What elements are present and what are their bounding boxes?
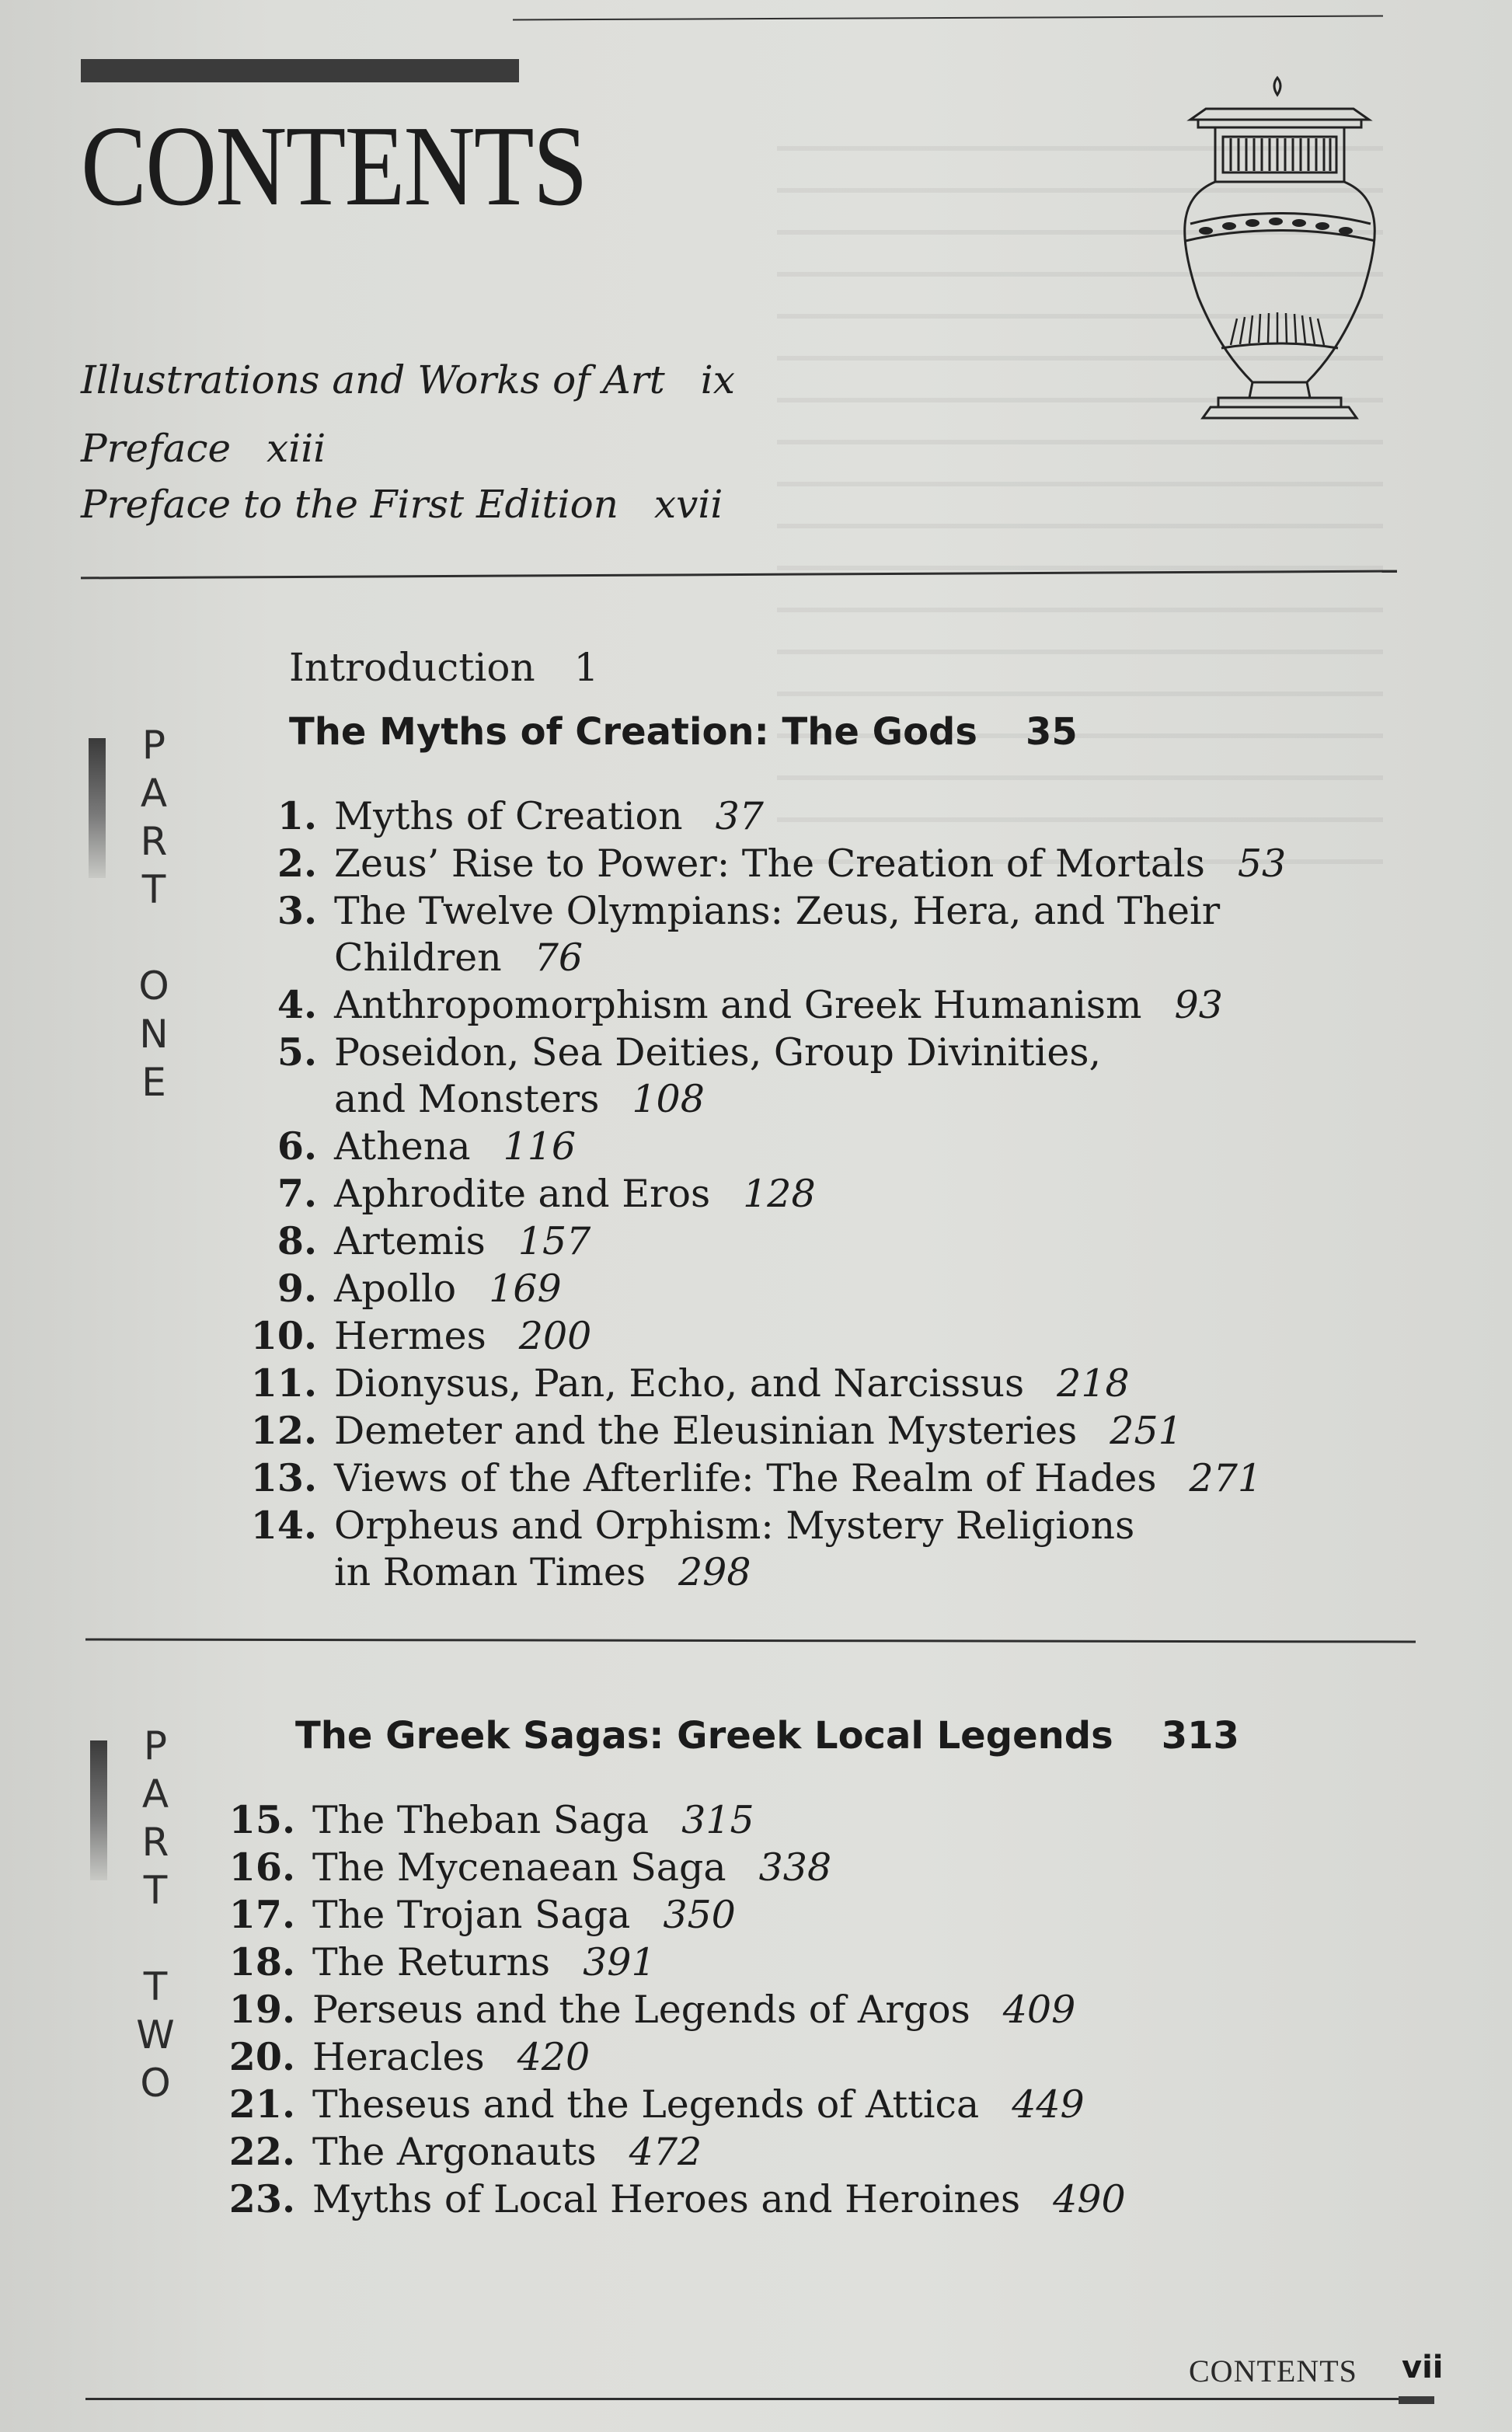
part-label-letter: R	[140, 819, 168, 864]
front-matter-item: Preface to the First Edition xvii	[81, 482, 723, 527]
greek-urn-icon	[1175, 71, 1385, 434]
chapter-page-number: 490	[1053, 2177, 1126, 2221]
part-two-title: The Greek Sagas: Greek Local Legends 313	[295, 1714, 1239, 1758]
front-matter-item: Preface xiii	[81, 426, 326, 471]
chapter-number: 13.	[250, 1455, 317, 1500]
chapter-title	[334, 1455, 1329, 1502]
chapter-number: 3.	[277, 888, 317, 933]
chapter-number: 16.	[228, 1845, 295, 1890]
chapter-title-line: Perseus and the Legends of Argos	[312, 1988, 970, 2032]
part-label-letter	[132, 1915, 179, 1963]
part-label-letter: P	[143, 1723, 168, 1768]
chapter-number: 1.	[277, 793, 317, 838]
chapter-number: 21.	[228, 2082, 295, 2127]
chapter-entry	[225, 1360, 1329, 1407]
chapter-title	[312, 1892, 1307, 1939]
chapter-title-line: Zeus’ Rise to Power: The Creation of Mortals	[334, 841, 1205, 886]
chapter-title-line: The Theban Saga	[312, 1798, 650, 1842]
chapter-title-line: Apollo	[334, 1267, 457, 1311]
chapter-entry	[204, 2128, 1307, 2176]
chapter-number: 2.	[277, 841, 317, 886]
chapter-entry	[225, 840, 1329, 887]
part-label-letter: A	[141, 1772, 169, 1817]
chapter-number: 7.	[277, 1171, 317, 1216]
chapter-number: 23.	[228, 2176, 295, 2221]
chapter-title	[334, 1218, 1329, 1265]
part-label-letter: O	[138, 963, 169, 1009]
chapter-title-line: and Monsters	[334, 1077, 600, 1121]
chapter-number: 4.	[277, 982, 317, 1027]
chapter-title-line: The Mycenaean Saga	[312, 1845, 726, 1890]
part-one-bar	[89, 738, 106, 878]
chapter-entry	[204, 2033, 1307, 2081]
front-matter-item: Illustrations and Works of Art ix	[81, 357, 735, 402]
part-label-letter: R	[141, 1820, 169, 1865]
chapter-page-number: 472	[629, 2130, 702, 2174]
chapter-page-number: 251	[1110, 1409, 1183, 1453]
chapter-page-number: 350	[663, 1893, 736, 1937]
chapter-entry	[225, 887, 1329, 981]
section-divider	[81, 570, 1397, 580]
chapter-title	[334, 1171, 1329, 1218]
chapter-title-line: Hermes	[334, 1314, 486, 1358]
chapter-page-number: 200	[518, 1314, 592, 1358]
chapter-title-line: Theseus and the Legends of Attica	[312, 2082, 980, 2127]
chapter-number: 6.	[277, 1124, 317, 1169]
chapter-entry	[225, 981, 1329, 1029]
part-label-letter: W	[136, 2012, 175, 2057]
introduction-entry: Introduction 1	[289, 645, 599, 690]
chapter-page-number: 169	[489, 1267, 562, 1311]
chapter-entry	[225, 1170, 1329, 1218]
chapter-title-line: The Trojan Saga	[312, 1893, 631, 1937]
chapter-page-number: 420	[517, 2035, 591, 2079]
chapter-title-line: Dionysus, Pan, Echo, and Narcissus	[334, 1361, 1025, 1406]
chapter-title-line: in Roman Times	[334, 1550, 646, 1594]
chapter-entry	[204, 2081, 1307, 2128]
part-label-letter: P	[141, 723, 166, 768]
chapter-number: 12.	[250, 1408, 317, 1453]
chapter-title	[334, 982, 1329, 1029]
chapter-number: 15.	[228, 1797, 295, 1842]
part-one-chapter-list	[225, 793, 1329, 1596]
chapter-title-line: Views of the Afterlife: The Realm of Hades	[334, 1456, 1157, 1500]
chapter-entry	[225, 1407, 1329, 1455]
chapter-title-line: Children	[334, 936, 502, 980]
chapter-title	[312, 1987, 1307, 2033]
chapter-number: 9.	[277, 1266, 317, 1311]
chapter-entry	[225, 1502, 1329, 1596]
chapter-page-number: 315	[681, 1798, 754, 1842]
chapter-entry	[204, 1796, 1307, 1844]
heading-bar	[81, 59, 519, 82]
chapter-title	[334, 1124, 1329, 1170]
part-label-letter: O	[140, 2061, 171, 2106]
chapter-title-line: The Argonauts	[312, 2130, 597, 2174]
chapter-title	[334, 1266, 1329, 1312]
chapter-page-number: 271	[1189, 1456, 1263, 1500]
chapter-entry	[225, 1029, 1329, 1123]
chapter-number: 8.	[277, 1218, 317, 1263]
section-divider	[85, 1639, 1416, 1643]
chapter-page-number: 37	[715, 794, 764, 838]
chapter-title-line: Orpheus and Orphism: Mystery Religions	[334, 1503, 1135, 1548]
chapter-entry	[225, 1218, 1329, 1265]
chapter-title-line: Poseidon, Sea Deities, Group Divinities,	[334, 1030, 1102, 1075]
chapter-page-number: 409	[1002, 1988, 1076, 2032]
chapter-number: 14.	[250, 1503, 317, 1548]
chapter-entry	[204, 1844, 1307, 1891]
chapter-title	[334, 888, 1329, 981]
chapter-page-number: 53	[1237, 841, 1287, 886]
chapter-page-number: 76	[534, 936, 584, 980]
part-two-chapter-list	[204, 1796, 1307, 2223]
chapter-title-line: Heracles	[312, 2035, 485, 2079]
chapter-entry	[225, 793, 1329, 840]
chapter-number: 19.	[228, 1987, 295, 2032]
footer-bar	[1399, 2396, 1434, 2404]
chapter-number: 10.	[250, 1313, 317, 1358]
chapter-title	[334, 1503, 1329, 1596]
part-two-bar	[90, 1740, 107, 1880]
part-label-letter: T	[141, 867, 166, 912]
chapter-number: 18.	[228, 1939, 295, 1984]
chapter-number: 11.	[250, 1361, 317, 1406]
chapter-title	[334, 793, 1329, 840]
chapter-title	[334, 1408, 1329, 1455]
footer-page-number: vii	[1402, 2350, 1444, 2385]
part-label-letter: N	[139, 1012, 169, 1057]
top-rule	[513, 16, 1383, 21]
chapter-title-line: Artemis	[334, 1219, 486, 1263]
chapter-title-line: Athena	[334, 1124, 471, 1169]
chapter-page-number: 128	[743, 1172, 816, 1216]
part-label-letter: T	[143, 1868, 168, 1913]
chapter-entry	[225, 1265, 1329, 1312]
chapter-page-number: 108	[632, 1077, 705, 1121]
chapter-page-number: 298	[678, 1550, 751, 1594]
chapter-number: 20.	[228, 2034, 295, 2079]
chapter-page-number: 116	[503, 1124, 577, 1169]
chapter-number: 17.	[228, 1892, 295, 1937]
chapter-entry	[204, 1986, 1307, 2033]
chapter-title	[334, 1361, 1329, 1407]
chapter-title	[312, 2176, 1307, 2223]
chapter-entry	[204, 1939, 1307, 1986]
chapter-title-line: Aphrodite and Eros	[334, 1172, 711, 1216]
chapter-page-number: 391	[583, 1940, 656, 1984]
chapter-number: 22.	[228, 2129, 295, 2174]
chapter-title-line: Myths of Creation	[334, 794, 683, 838]
part-one-label	[131, 721, 177, 1106]
chapter-number: 5.	[277, 1030, 317, 1075]
chapter-title	[312, 1797, 1307, 1844]
chapter-title	[312, 1845, 1307, 1891]
part-label-letter: A	[140, 771, 168, 816]
part-two-label	[132, 1722, 179, 2107]
chapter-title	[334, 841, 1329, 887]
chapter-title	[312, 1939, 1307, 1986]
chapter-page-number: 449	[1012, 2082, 1085, 2127]
chapter-title	[312, 2082, 1307, 2128]
part-one-title: The Myths of Creation: The Gods 35	[289, 710, 1078, 754]
part-label-letter: E	[141, 1060, 166, 1105]
chapter-title	[334, 1313, 1329, 1360]
chapter-page-number: 93	[1174, 983, 1223, 1027]
page-title: CONTENTS	[81, 103, 587, 230]
chapter-title-line: Demeter and the Eleusinian Mysteries	[334, 1409, 1078, 1453]
chapter-entry	[204, 2176, 1307, 2223]
chapter-page-number: 218	[1057, 1361, 1130, 1406]
part-label-letter	[131, 914, 177, 962]
part-label-letter: T	[143, 1964, 168, 2009]
chapter-title	[334, 1030, 1329, 1123]
chapter-title-line: The Returns	[312, 1940, 551, 1984]
footer-rule	[85, 2398, 1434, 2400]
chapter-entry	[204, 1891, 1307, 1939]
chapter-entry	[225, 1123, 1329, 1170]
chapter-page-number: 157	[517, 1219, 591, 1263]
chapter-title	[312, 2129, 1307, 2176]
chapter-entry	[225, 1312, 1329, 1360]
footer-running-head: CONTENTS	[1189, 2354, 1357, 2388]
chapter-title-line: Anthropomorphism and Greek Humanism	[334, 983, 1142, 1027]
chapter-title-line: The Twelve Olympians: Zeus, Hera, and Their	[334, 889, 1221, 933]
chapter-entry	[225, 1455, 1329, 1502]
chapter-title-line: Myths of Local Heroes and Heroines	[312, 2177, 1021, 2221]
chapter-title	[312, 2034, 1307, 2081]
chapter-page-number: 338	[758, 1845, 832, 1890]
